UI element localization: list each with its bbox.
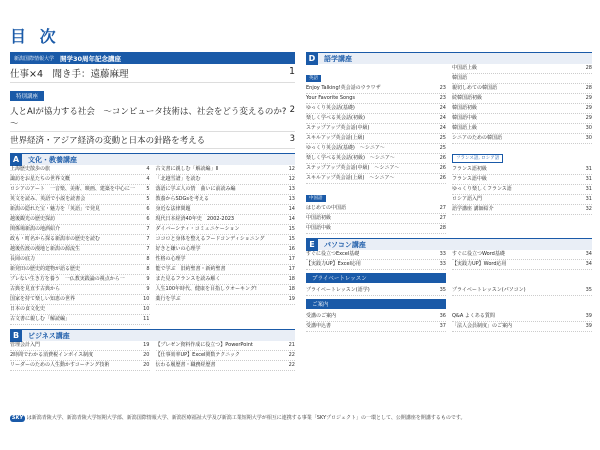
section-name: 語学講座 (324, 54, 352, 63)
section-b-right (156, 341, 296, 371)
section-e-right (452, 250, 592, 270)
toc-label: 受講のご案内 (306, 313, 337, 319)
toc-page: 26 (439, 175, 446, 181)
toc-label: 関係場新潟の地酒紹介 (10, 226, 61, 232)
toc-label: 国家を持て楽しい知恵の世界 (10, 296, 76, 302)
guide-left (306, 312, 446, 332)
toc-page: 4 (146, 176, 150, 182)
toc-label: 人生100年時代、健康を目指しウオーキング! (155, 286, 257, 292)
toc-entry[interactable] (156, 275, 296, 285)
toc-label: 続韓国語初級 (452, 95, 483, 101)
toc-label: 2時間でわかる消費税インボイス制度 (10, 352, 94, 358)
toc-entry[interactable] (156, 255, 296, 265)
toc-label: 好きと嫌いの心理学 (155, 246, 201, 252)
toc-label: プライベートレッスン(語学) (306, 287, 370, 293)
toc-page: 13 (288, 186, 295, 192)
toc-entry[interactable] (10, 361, 150, 371)
toc-label: 長岡の底力 (10, 256, 36, 262)
toc-entry[interactable] (10, 225, 150, 235)
private-lesson-bar: プライベートレッスン (306, 273, 446, 283)
toc-label: フランス語中級 (452, 176, 487, 182)
toc-label: 【プレゼン資料作成に役立つ】PowerPoint (155, 342, 253, 348)
toc-label: フランス語初級 (452, 166, 487, 172)
toc-entry[interactable] (306, 174, 446, 184)
toc-label: 韓国語初級 (452, 105, 478, 111)
toc-page: 15 (288, 226, 295, 232)
toc-page: 11 (143, 316, 150, 322)
toc-entry[interactable] (156, 341, 296, 351)
toc-page: 18 (288, 276, 295, 282)
toc-entry[interactable] (452, 134, 592, 144)
section-letter: A (10, 154, 22, 166)
toc-page: 31 (585, 176, 592, 182)
toc-entry[interactable] (306, 322, 446, 332)
section-e-grid (306, 250, 592, 270)
toc-label: Your Favorite Songs (306, 95, 356, 101)
toc-page: 19 (288, 296, 295, 302)
section-letter: E (306, 239, 318, 251)
toc-label: 【仕事効率UP】Excel関数テクニック (155, 352, 240, 358)
toc-page: 21 (288, 342, 295, 348)
toc-entry[interactable] (10, 195, 150, 205)
toc-entry[interactable] (10, 103, 295, 132)
toc-entry[interactable] (306, 114, 446, 124)
toc-page: 14 (288, 216, 295, 222)
toc-label: 古文書に親しむ「解読編」Ⅱ (155, 166, 218, 172)
toc-entry[interactable] (10, 64, 295, 83)
section-a-grid (10, 165, 295, 325)
toc-page: 7 (146, 226, 150, 232)
toc-page: 5 (146, 186, 150, 192)
page-title: 目 次 (10, 27, 60, 46)
toc-label: ココロと身体を整えるフードコンディショニング (155, 236, 265, 242)
toc-entry[interactable] (156, 265, 296, 275)
toc-label: ゆっくり英会話(基礎) (306, 105, 355, 111)
toc-entry[interactable] (452, 84, 592, 94)
toc-entry[interactable] (306, 94, 446, 104)
section-d-right (452, 64, 592, 144)
toc-entry[interactable] (452, 205, 592, 215)
toc-label: 能で学ぶ 旧約聖書・新約聖書 (155, 266, 226, 272)
toc-label: ロシアのアート 一音楽、美術、映画、建築を中心に一 (10, 186, 135, 192)
toc-label: 新潟の隠れた宝・魅力を「英語」で発見 (10, 206, 101, 212)
toc-page: 27 (439, 205, 446, 211)
footnote (10, 414, 590, 422)
toc-entry[interactable] (10, 351, 150, 361)
toc-label: すぐに役立つWord基礎 (452, 251, 505, 257)
english-tag: 英語 (306, 75, 321, 82)
toc-entry[interactable] (452, 260, 592, 270)
toc-label: 語学講座 講師紹介 (452, 206, 494, 212)
toc-page: 34 (585, 261, 592, 267)
toc-page: 34 (585, 251, 592, 257)
toc-label: 越後佐渡の漫地と新潟の源流生 (10, 246, 81, 252)
section-a-left (10, 165, 150, 325)
toc-entry[interactable] (156, 205, 296, 215)
section-b-grid (10, 341, 295, 371)
toc-entry[interactable] (10, 341, 150, 351)
toc-entry[interactable] (452, 104, 592, 114)
toc-label: ダイバーシティ・コミュニケーション (155, 226, 240, 232)
toc-page: 29 (585, 105, 592, 111)
toc-page: 36 (439, 313, 446, 319)
toc-entry[interactable] (452, 124, 592, 134)
toc-page: 14 (288, 206, 295, 212)
toc-label: ゆっくり楽しくフランス語 (452, 186, 512, 192)
toc-label: 教養からSDGsを考える (155, 196, 210, 202)
toc-page: 35 (439, 287, 446, 293)
toc-label: 中国語初級 (306, 215, 332, 221)
toc-entry[interactable] (10, 265, 150, 275)
toc-entry[interactable] (452, 64, 592, 74)
toc-label: 新発田の歴史的建物が語る歴史 (10, 266, 81, 272)
toc-label: プレない生き方を養う 一仏教実践論の視点から一 (10, 276, 125, 282)
toc-page: 18 (288, 286, 295, 292)
toc-entry[interactable] (156, 225, 296, 235)
toc-page: 24 (439, 125, 446, 131)
toc-entry[interactable] (10, 275, 150, 285)
toc-page: 28 (439, 225, 446, 231)
toc-page: 23 (439, 85, 446, 91)
toc-label: ステップアップ英会話(中級) ～シニア～ (306, 165, 400, 171)
toc-page: 31 (585, 186, 592, 192)
section-letter: D (306, 53, 318, 65)
toc-label: 仕事×4 聞き手：遠藤麻理 (10, 69, 129, 80)
toc-page: 29 (585, 95, 592, 101)
toc-entry[interactable] (306, 224, 446, 234)
toc-entry[interactable] (10, 185, 150, 195)
toc-page: 19 (143, 342, 150, 348)
toc-page: 15 (288, 236, 295, 242)
toc-entry[interactable] (10, 132, 295, 149)
toc-entry[interactable] (10, 215, 150, 225)
toc-entry[interactable] (156, 215, 296, 225)
toc-entry[interactable] (452, 114, 592, 124)
toc-label: はじめての中国語 (306, 205, 347, 211)
toc-page: 12 (288, 166, 295, 172)
section-d-grid (306, 64, 592, 234)
toc-entry[interactable] (306, 312, 446, 322)
footnote-text: は新潟青陵大学、新潟青陵大学短期大学部、新潟国際情報大学、新潟医療福祉大学及び新潟工業短期大学が相互に連携する事業「SKYプロジェクト」の一環として、公開講座を開講するものです。 (26, 415, 466, 421)
toc-label: 世界経済・アジア経済の変動と日本の針路を考える (10, 136, 206, 146)
guide-bar: ご案内 (306, 299, 446, 309)
toc-label: 「北越雪譜」を読む (155, 176, 201, 182)
toc-page: 26 (439, 165, 446, 171)
toc-label: 【実践力UP】Excel応用 (306, 261, 361, 267)
toc-entry[interactable] (10, 165, 150, 175)
toc-page: 35 (585, 287, 592, 293)
toc-entry[interactable] (156, 195, 296, 205)
toc-entry[interactable] (10, 255, 150, 265)
sky-badge: SKY (12, 415, 24, 421)
toc-page: 26 (439, 155, 446, 161)
toc-label: 薬行を学ぶ (155, 296, 181, 302)
toc-label: 現代日本経済40年史 2002-2023 (155, 216, 235, 222)
toc-page: 20 (143, 362, 150, 368)
toc-page: 12 (288, 176, 295, 182)
toc-entry[interactable] (10, 315, 150, 325)
toc-entry[interactable] (306, 260, 446, 270)
toc-label: シニアのための韓国語 (452, 135, 503, 141)
section-e-header (306, 238, 592, 250)
right-column (306, 52, 592, 332)
toc-entry[interactable] (452, 74, 592, 84)
toc-entry[interactable] (156, 285, 296, 295)
toc-entry[interactable] (306, 250, 446, 260)
toc-entry[interactable] (306, 124, 446, 134)
section-a-right (156, 165, 296, 325)
toc-entry[interactable] (306, 104, 446, 114)
toc-page: 22 (288, 352, 295, 358)
toc-page: 3 (289, 134, 295, 144)
toc-page: 28 (585, 65, 592, 71)
toc-entry[interactable] (156, 245, 296, 255)
section-d-left (306, 84, 446, 184)
toc-entry[interactable] (10, 205, 150, 215)
toc-label: ロシア語入門 (452, 196, 483, 202)
toc-label: また見るフランスを読み解く (155, 276, 221, 282)
toc-entry[interactable] (452, 250, 592, 260)
toc-label: Q&A よくある質問 (452, 313, 495, 319)
section-a-header (10, 153, 295, 165)
left-column (10, 52, 295, 371)
toc-entry[interactable] (452, 286, 592, 296)
toc-page: 13 (288, 196, 295, 202)
toc-page: 6 (146, 216, 150, 222)
toc-entry[interactable] (452, 322, 592, 332)
toc-page: 2 (289, 105, 295, 115)
toc-entry[interactable] (452, 165, 592, 175)
toc-label: 諏訪をお星たちの世界文概 (10, 176, 71, 182)
toc-page: 9 (146, 286, 150, 292)
toc-entry[interactable] (452, 195, 592, 205)
toc-entry[interactable] (156, 235, 296, 245)
chinese-tag: 中国語 (306, 195, 326, 202)
toc-entry[interactable] (306, 204, 446, 214)
toc-page: 23 (439, 95, 446, 101)
toc-entry[interactable] (10, 245, 150, 255)
anniversary-title: 開学30周年記念講座 (60, 54, 122, 63)
guide-right (452, 312, 592, 332)
toc-label: 親切しめての韓国語 (452, 85, 498, 91)
toc-label: 中国語上級 (452, 65, 478, 71)
toc-label: 性格の心理学 (155, 256, 186, 262)
toc-label: 政も・町名から探る新潟市の歴史を読む (10, 236, 101, 242)
toc-entry[interactable] (306, 214, 446, 224)
toc-page: 7 (146, 236, 150, 242)
toc-label: 伝わる履歴書・職務経歴書 (155, 362, 216, 368)
toc-label: スキルアップ英会話(上級) ～シニア～ (306, 175, 395, 181)
toc-label: Enjoy Talking!英会話のウラワザ (306, 85, 381, 91)
toc-page: 10 (143, 306, 150, 312)
toc-page: 33 (439, 261, 446, 267)
toc-page: 39 (585, 323, 592, 329)
toc-page: 8 (146, 256, 150, 262)
toc-entry[interactable] (306, 154, 446, 164)
toc-entry[interactable] (306, 144, 446, 154)
toc-entry[interactable] (10, 295, 150, 305)
toc-page: 30 (585, 125, 592, 131)
toc-label: ゆっくり英会話(基礎) ～シニア～ (306, 145, 385, 151)
toc-page: 17 (288, 266, 295, 272)
toc-label: 韓国語上級 (452, 125, 478, 131)
toc-page: 28 (585, 85, 592, 91)
toc-label: 日本の食文化史 (10, 306, 46, 312)
toc-entry[interactable] (452, 185, 592, 195)
section-name: ビジネス講座 (28, 331, 70, 340)
toc-page: 17 (288, 256, 295, 262)
toc-label: 上海歴史散歩の旅 (10, 166, 51, 172)
toc-entry[interactable] (10, 175, 150, 185)
special-course-label: 特別講座 (10, 91, 44, 101)
toc-page: 10 (143, 296, 150, 302)
toc-page: 33 (439, 251, 446, 257)
toc-page: 24 (439, 105, 446, 111)
toc-page: 22 (288, 362, 295, 368)
toc-entry[interactable] (10, 305, 150, 315)
toc-label: 人とAIが協力する社会 ～コンピュータ技術は、社会をどう変えるのか?～ (10, 107, 287, 129)
toc-page: 25 (439, 145, 446, 151)
toc-label: リーダーのための人生動かすコーチング技術 (10, 362, 110, 368)
toc-entry[interactable] (452, 94, 592, 104)
toc-page: 37 (439, 323, 446, 329)
toc-page: 9 (146, 276, 150, 282)
toc-entry[interactable] (452, 175, 592, 185)
toc-page: 8 (146, 266, 150, 272)
toc-label: 【実践力UP】Word応用 (452, 261, 507, 267)
toc-entry[interactable] (156, 351, 296, 361)
toc-label: 古典を見直す古典から (10, 286, 61, 292)
toc-page: 4 (146, 166, 150, 172)
section-d-header (306, 52, 592, 64)
toc-page: 16 (288, 246, 295, 252)
toc-page: 31 (585, 196, 592, 202)
anniversary-header (10, 52, 295, 64)
toc-label: 韓国語中級 (452, 115, 478, 121)
section-letter: B (10, 330, 22, 342)
french-russian-tag: フランス語, ロシア語 (452, 154, 503, 163)
toc-page: 32 (585, 206, 592, 212)
toc-page: 5 (146, 196, 150, 202)
toc-entry[interactable] (10, 235, 150, 245)
guide-grid (306, 312, 592, 332)
toc-label: すぐに役立つExcel基礎 (306, 251, 360, 257)
toc-entry[interactable] (306, 286, 446, 296)
section-name: 文化・教養講座 (28, 155, 77, 164)
toc-label: 越後観光の歴史探訪 (10, 216, 56, 222)
toc-entry[interactable] (306, 164, 446, 174)
toc-page: 25 (439, 135, 446, 141)
toc-label: 楽しく学べる英会話(初級) ～シニア～ (306, 155, 395, 161)
toc-entry[interactable] (156, 185, 296, 195)
toc-entry[interactable] (306, 134, 446, 144)
toc-entry[interactable] (156, 175, 296, 185)
toc-label: 楽しく学べる英会話(初級) (306, 115, 365, 121)
toc-label: 「法人会員制度」のご案内 (452, 323, 513, 329)
toc-page: 6 (146, 206, 150, 212)
toc-page: 30 (585, 135, 592, 141)
toc-page: 29 (585, 115, 592, 121)
toc-entry[interactable] (306, 84, 446, 94)
section-e-left (306, 250, 446, 270)
toc-page: 20 (143, 352, 150, 358)
toc-entry[interactable] (10, 285, 150, 295)
toc-label: 古文書に親しむ「解読編」 (10, 316, 71, 322)
toc-entry[interactable] (156, 165, 296, 175)
toc-page: 27 (439, 215, 446, 221)
private-grid (306, 286, 592, 296)
toc-page: 1 (288, 66, 295, 77)
section-name: パソコン講座 (324, 240, 366, 249)
toc-label: 韓国語 (452, 75, 468, 81)
section-d-left2 (306, 204, 446, 234)
toc-label: ステップアップ英会話(中級) (306, 125, 370, 131)
toc-entry[interactable] (452, 312, 592, 322)
toc-page: 39 (585, 313, 592, 319)
toc-label: 管理会計入門 (10, 342, 41, 348)
toc-label: スキルアップ英会話(上級) (306, 135, 365, 141)
section-b-header (10, 329, 295, 341)
toc-label: 落語に学ぶ人の情 曲いに前読み編 (155, 186, 236, 192)
toc-label: 英文を読み、英語で小説を読書会 (10, 196, 86, 202)
toc-entry[interactable] (156, 361, 296, 371)
toc-page: 31 (585, 166, 592, 172)
toc-page: 24 (439, 115, 446, 121)
toc-entry[interactable] (156, 295, 296, 305)
toc-label: 受講申込書 (306, 323, 332, 329)
toc-label: 身近な法律問題 (155, 206, 191, 212)
anniversary-sub: 新潟国際情報大学 (14, 55, 55, 62)
toc-label: プライベートレッスン(パソコン) (452, 287, 526, 293)
toc-page: 7 (146, 246, 150, 252)
section-d-right2 (452, 165, 592, 215)
section-b-left (10, 341, 150, 371)
toc-label: 中国語中級 (306, 225, 332, 231)
